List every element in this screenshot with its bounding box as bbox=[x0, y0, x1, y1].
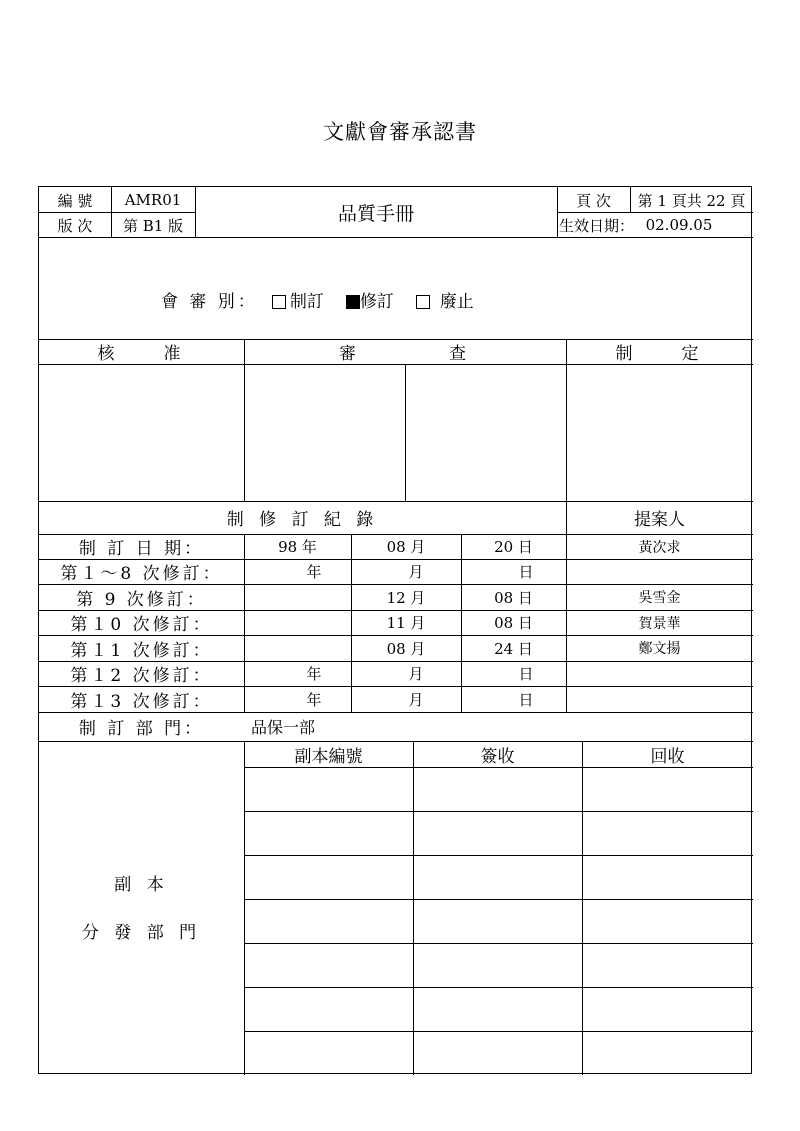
revision-proposer bbox=[566, 661, 753, 686]
revision-year: 年 bbox=[306, 690, 322, 709]
document-name: 品質手冊 bbox=[337, 202, 414, 225]
revision-year: 98 年 bbox=[278, 538, 317, 556]
version-label: 版 次 bbox=[57, 216, 93, 235]
revision-day: 20 日 bbox=[494, 538, 533, 556]
dept-label: 制 訂 部 門： bbox=[78, 719, 205, 739]
option-abolish[interactable]: 廢止 bbox=[416, 287, 474, 312]
revision-month: 月 bbox=[408, 665, 424, 683]
check-header: 審 查 bbox=[339, 344, 471, 364]
distribution-label-line1: 副 本 bbox=[114, 874, 169, 895]
code-label: 編 號 bbox=[57, 191, 93, 210]
review-type-label: 會 審 別： bbox=[161, 291, 258, 312]
sign-header: 簽收 bbox=[480, 746, 515, 767]
revision-day: 08 日 bbox=[494, 588, 533, 607]
revision-proposer: 吳雪金 bbox=[638, 590, 681, 606]
revision-label: 制 訂 日 期： bbox=[78, 539, 205, 559]
revision-label: 第１2 次修訂： bbox=[70, 666, 213, 686]
revision-proposer bbox=[566, 559, 753, 584]
page-label: 頁 次 bbox=[576, 191, 611, 210]
page-value: 第 1 頁共 22 頁 bbox=[637, 191, 746, 210]
option-revise[interactable]: 修訂 bbox=[346, 287, 394, 312]
revision-month: 月 bbox=[408, 690, 424, 709]
effective-date-label: 生效日期： bbox=[559, 216, 635, 235]
revision-day: 08 日 bbox=[494, 614, 533, 632]
document-title: 文獻會審承認書 bbox=[323, 120, 477, 144]
revision-record-title: 制 修 訂 紀 錄 bbox=[226, 510, 379, 530]
effective-date-value: 02.09.05 bbox=[645, 216, 713, 234]
revision-proposer: 黃次求 bbox=[638, 539, 681, 556]
revision-label: 第 9 次修訂： bbox=[76, 589, 207, 610]
revision-month: 11 月 bbox=[386, 614, 426, 632]
copy-number-header: 副本編號 bbox=[294, 746, 363, 767]
revision-label: 第１0 次修訂： bbox=[70, 615, 213, 635]
approval-form bbox=[38, 186, 752, 1074]
draft-header: 制 定 bbox=[615, 344, 704, 364]
abolish-checkbox[interactable] bbox=[416, 295, 430, 309]
revision-proposer: 鄭文揚 bbox=[638, 641, 681, 657]
option-draft[interactable]: 制訂 bbox=[272, 287, 324, 312]
approve-header: 核 准 bbox=[97, 344, 186, 364]
revision-month: 08 月 bbox=[386, 639, 426, 658]
revision-day: 24 日 bbox=[494, 639, 533, 658]
code-value: AMR01 bbox=[124, 191, 182, 209]
review-type-row bbox=[161, 282, 474, 316]
revision-day: 日 bbox=[518, 563, 534, 581]
revision-proposer: 賀景華 bbox=[638, 615, 681, 632]
approve-signature-box[interactable] bbox=[39, 365, 244, 501]
revision-label: 第１3 次修訂： bbox=[70, 691, 213, 712]
revision-label: 第１1 次修訂： bbox=[70, 640, 213, 661]
revision-proposer bbox=[566, 686, 753, 712]
dept-value: 品保一部 bbox=[251, 718, 316, 737]
proposer-header: 提案人 bbox=[634, 510, 685, 530]
check-signature-box-1[interactable] bbox=[245, 365, 405, 501]
revision-year bbox=[244, 584, 351, 610]
revision-month: 08 月 bbox=[386, 538, 426, 556]
distribution-label-line2: 分 發 部 門 bbox=[81, 922, 202, 943]
check-signature-box-2[interactable] bbox=[406, 365, 566, 501]
revise-checkbox[interactable] bbox=[346, 295, 360, 309]
revision-year bbox=[244, 635, 351, 661]
revision-day: 日 bbox=[518, 690, 534, 709]
version-value: 第 B1 版 bbox=[122, 216, 184, 235]
revision-month: 月 bbox=[408, 563, 424, 581]
revision-year bbox=[244, 610, 351, 635]
revision-label: 第１～8 次修訂： bbox=[60, 564, 223, 584]
revision-month: 12 月 bbox=[386, 588, 426, 607]
recover-header: 回收 bbox=[650, 746, 685, 767]
draft-signature-box[interactable] bbox=[567, 365, 753, 501]
revision-year: 年 bbox=[306, 563, 322, 581]
revision-day: 日 bbox=[518, 665, 534, 683]
revision-year: 年 bbox=[306, 665, 322, 683]
draft-checkbox[interactable] bbox=[272, 295, 286, 309]
